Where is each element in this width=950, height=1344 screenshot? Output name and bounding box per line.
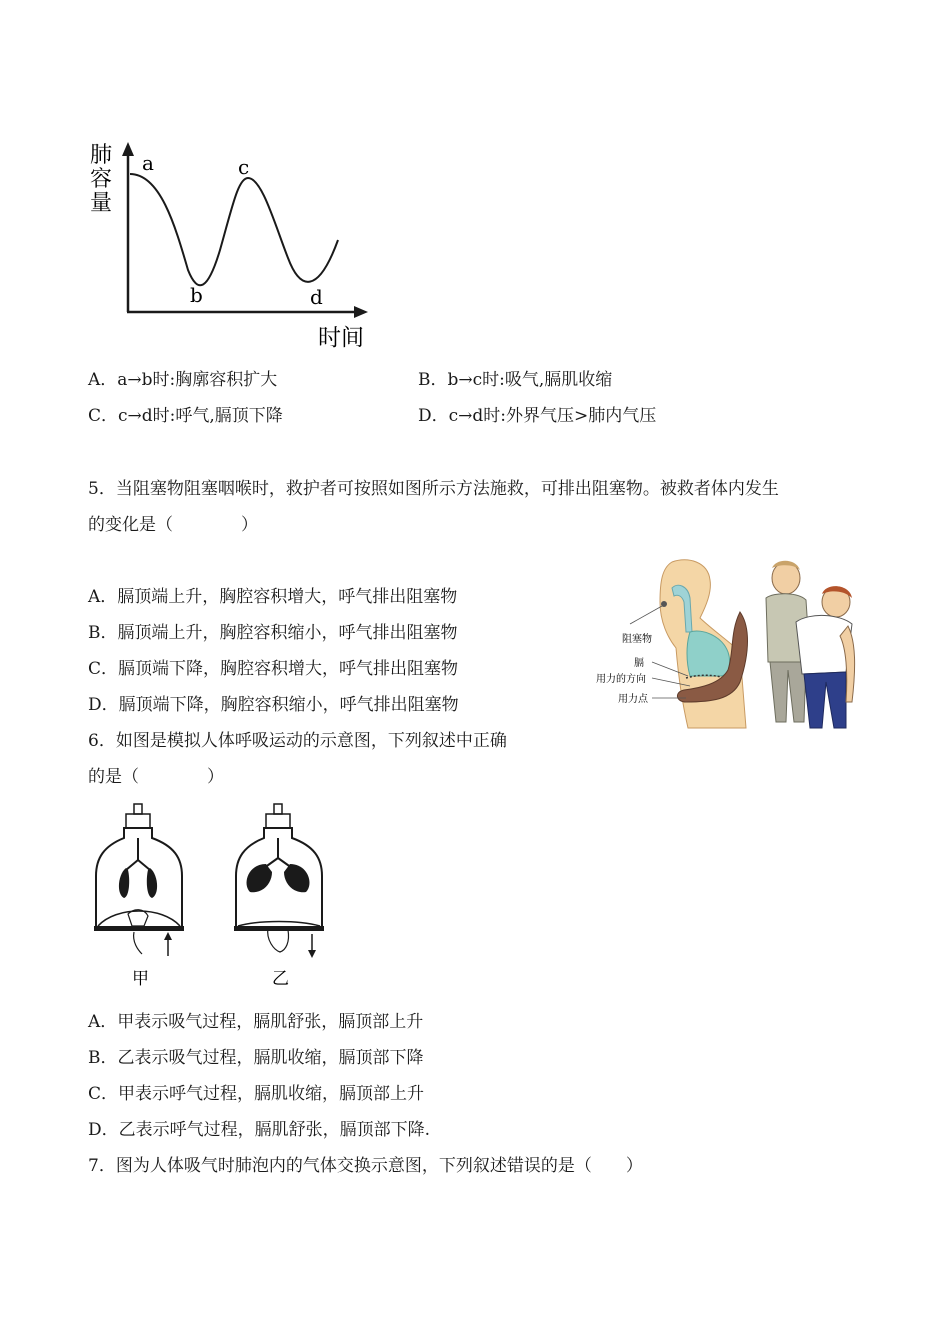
label-yi: 乙 [272, 969, 289, 989]
q5-stem-line2: 的变化是（ ） [88, 515, 258, 535]
label-force-direction: 用力的方向 [596, 674, 646, 685]
graph-y-label-1: 肺 [90, 143, 113, 168]
graph-y-label-3: 量 [90, 191, 113, 216]
graph-y-label-2: 容 [90, 167, 113, 192]
point-b-label: b [190, 283, 203, 307]
q6-option-a: A．甲表示吸气过程，膈肌舒张，膈顶部上升 [88, 1012, 424, 1032]
lung-volume-graph [80, 130, 390, 355]
graph-x-arrow [354, 306, 368, 318]
q7-stem: 7．图为人体吸气时肺泡内的气体交换示意图，下列叙述错误的是（ ） [88, 1156, 643, 1176]
q5-option-b: B．膈顶端上升，胸腔容积缩小，呼气排出阻塞物 [88, 623, 458, 643]
label-diaphragm: 膈 [634, 658, 644, 669]
q6-stem-line2: 的是（ ） [88, 767, 224, 787]
q5-option-a: A．膈顶端上升，胸腔容积增大，呼气排出阻塞物 [88, 587, 458, 607]
q4-option-a: A．a→b时:胸廓容积扩大 [88, 370, 278, 390]
bell-jar-jia [94, 804, 184, 956]
point-c-label: c [238, 155, 250, 179]
point-a-label: a [142, 151, 154, 175]
q6-option-d: D．乙表示呼气过程，膈肌舒张，膈顶部下降. [88, 1120, 431, 1140]
point-d-label: d [310, 285, 323, 309]
graph-x-label: 时间 [318, 325, 364, 351]
pointer-obstruction [630, 606, 662, 624]
q4-option-c: C．c→d时:呼气,膈顶下降 [88, 406, 283, 426]
q5-stem-line1: 5．当阻塞物阻塞咽喉时，救护者可按照如图所示方法施救，可排出阻塞物。被救者体内发生 [88, 479, 779, 499]
q5-option-c: C．膈顶端下降，胸腔容积增大，呼气排出阻塞物 [88, 659, 459, 679]
q6-stem-line1: 6．如图是模拟人体呼吸运动的示意图，下列叙述中正确 [88, 731, 507, 751]
lung-volume-curve [130, 174, 338, 285]
q4-option-d: D．c→d时:外界气压>肺内气压 [418, 406, 657, 426]
q6-option-c: C．甲表示呼气过程，膈肌收缩，膈顶部上升 [88, 1084, 425, 1104]
bell-jar-yi [234, 804, 324, 958]
heimlich-figure [590, 552, 870, 734]
q6-option-b: B．乙表示吸气过程，膈肌收缩，膈顶部下降 [88, 1048, 424, 1068]
q4-option-b: B．b→c时:吸气,膈肌收缩 [418, 370, 613, 390]
label-obstruction: 阻塞物 [622, 634, 652, 645]
q5-option-d: D．膈顶端下降，胸腔容积缩小，呼气排出阻塞物 [88, 695, 459, 715]
label-force-point: 用力点 [618, 694, 648, 705]
label-jia: 甲 [132, 969, 149, 989]
graph-y-arrow [122, 142, 134, 156]
bell-jar-figure [90, 802, 340, 992]
